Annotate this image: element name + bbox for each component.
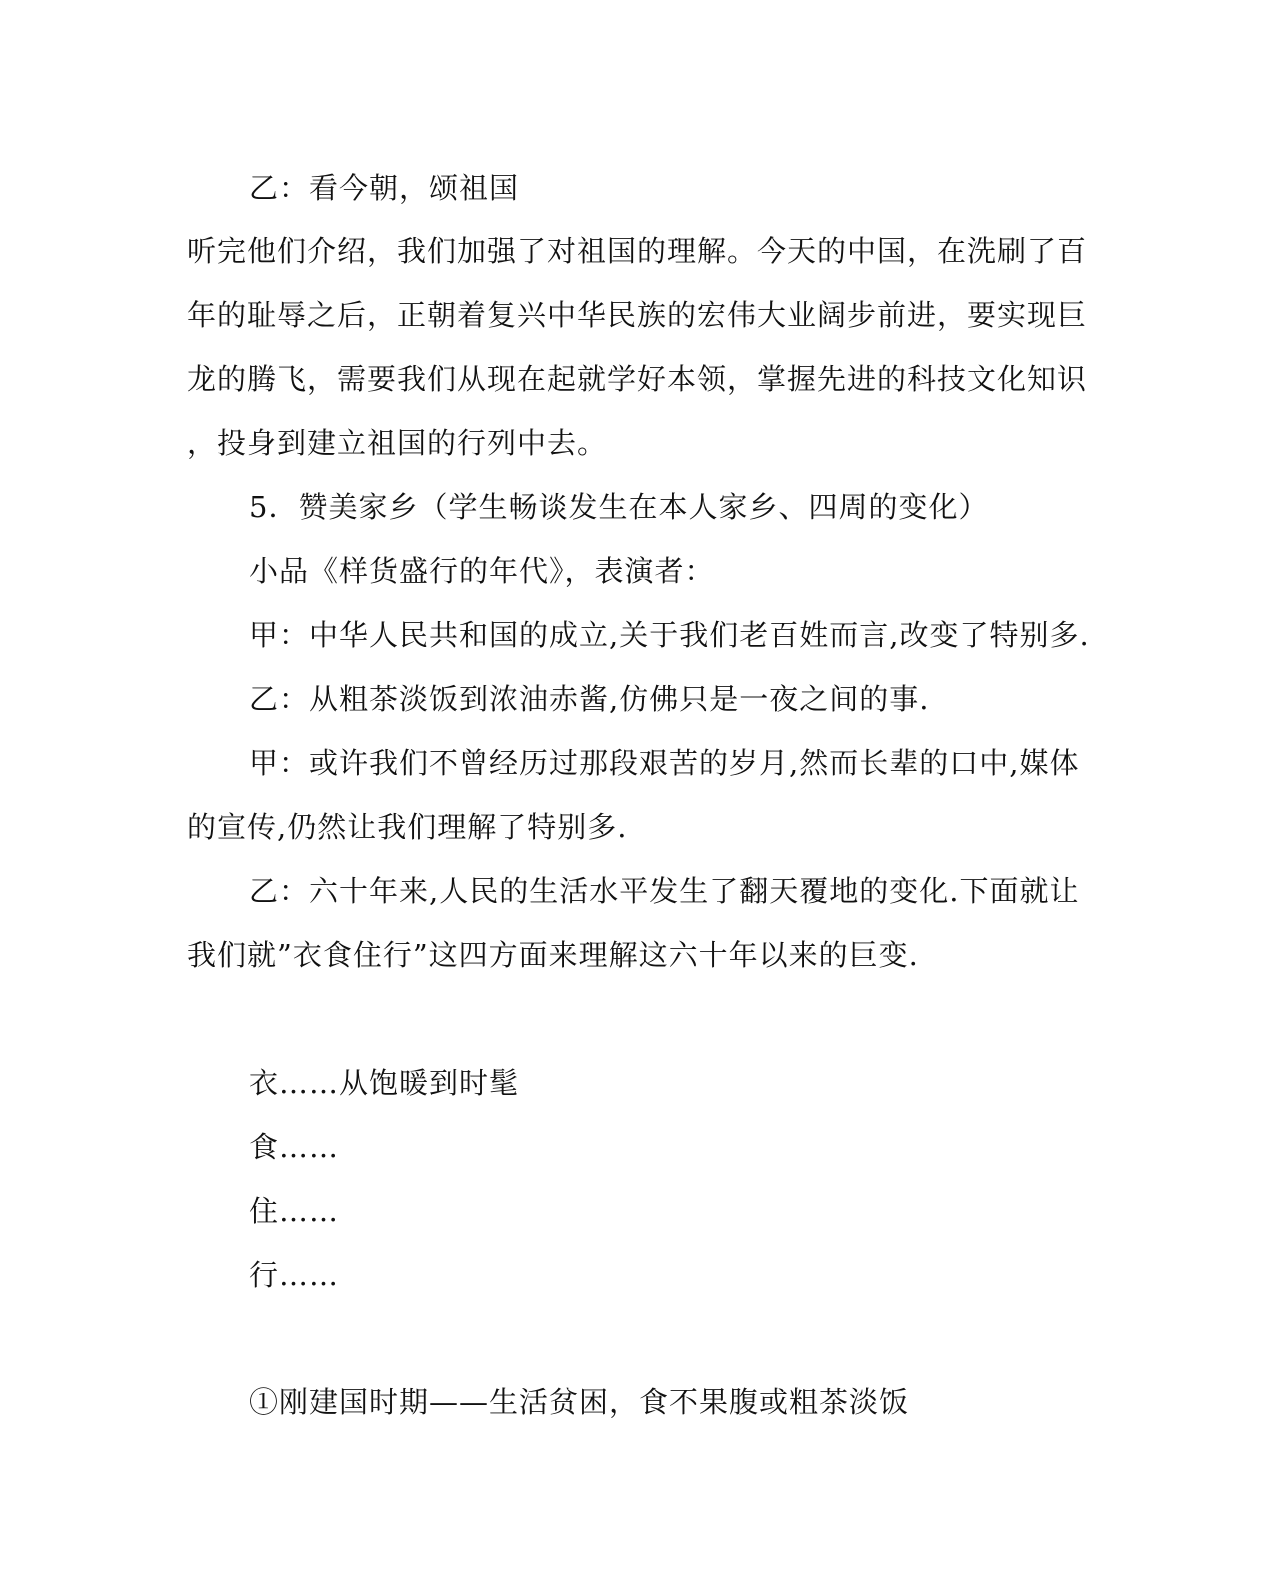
list-item: 行……: [249, 1258, 340, 1292]
paragraph-line: 听完他们介绍，我们加强了对祖国的理解。今天的中国，在洗刷了百: [187, 234, 1088, 268]
dialogue-line: 乙：从粗茶淡饭到浓油赤酱,仿佛只是一夜之间的事.: [249, 682, 930, 716]
list-item: 衣……从饱暖到时髦: [249, 1066, 520, 1100]
dialogue-line: 乙：六十年来,人民的生活水平发生了翻天覆地的变化.下面就让: [249, 874, 1080, 908]
dialogue-line: 甲：或许我们不曾经历过那段艰苦的岁月,然而长辈的口中,媒体: [249, 746, 1080, 780]
section-heading: 5．赞美家乡（学生畅谈发生在本人家乡、四周的变化）: [249, 490, 989, 524]
dialogue-line: 甲：中华人民共和国的成立,关于我们老百姓而言,改变了特别多.: [249, 618, 1090, 652]
list-item: 食……: [249, 1130, 340, 1164]
numbered-item: ①刚建国时期——生活贫困，食不果腹或粗茶淡饭: [249, 1385, 910, 1419]
paragraph-line: ，投身到建立祖国的行列中去。: [187, 426, 608, 460]
paragraph-line: 年的耻辱之后，正朝着复兴中华民族的宏伟大业阔步前进，要实现巨: [187, 298, 1088, 332]
dialogue-line: 我们就”衣食住行”这四方面来理解这六十年以来的巨变.: [187, 938, 919, 972]
paragraph-line: 龙的腾飞，需要我们从现在起就学好本领，掌握先进的科技文化知识: [187, 362, 1088, 396]
skit-title-line: 小品《样货盛行的年代》，表演者：: [249, 554, 715, 588]
dialogue-line: 乙：看今朝，颂祖国: [249, 171, 520, 205]
dialogue-line: 的宣传,仍然让我们理解了特别多.: [187, 810, 628, 844]
list-item: 住……: [249, 1194, 340, 1228]
